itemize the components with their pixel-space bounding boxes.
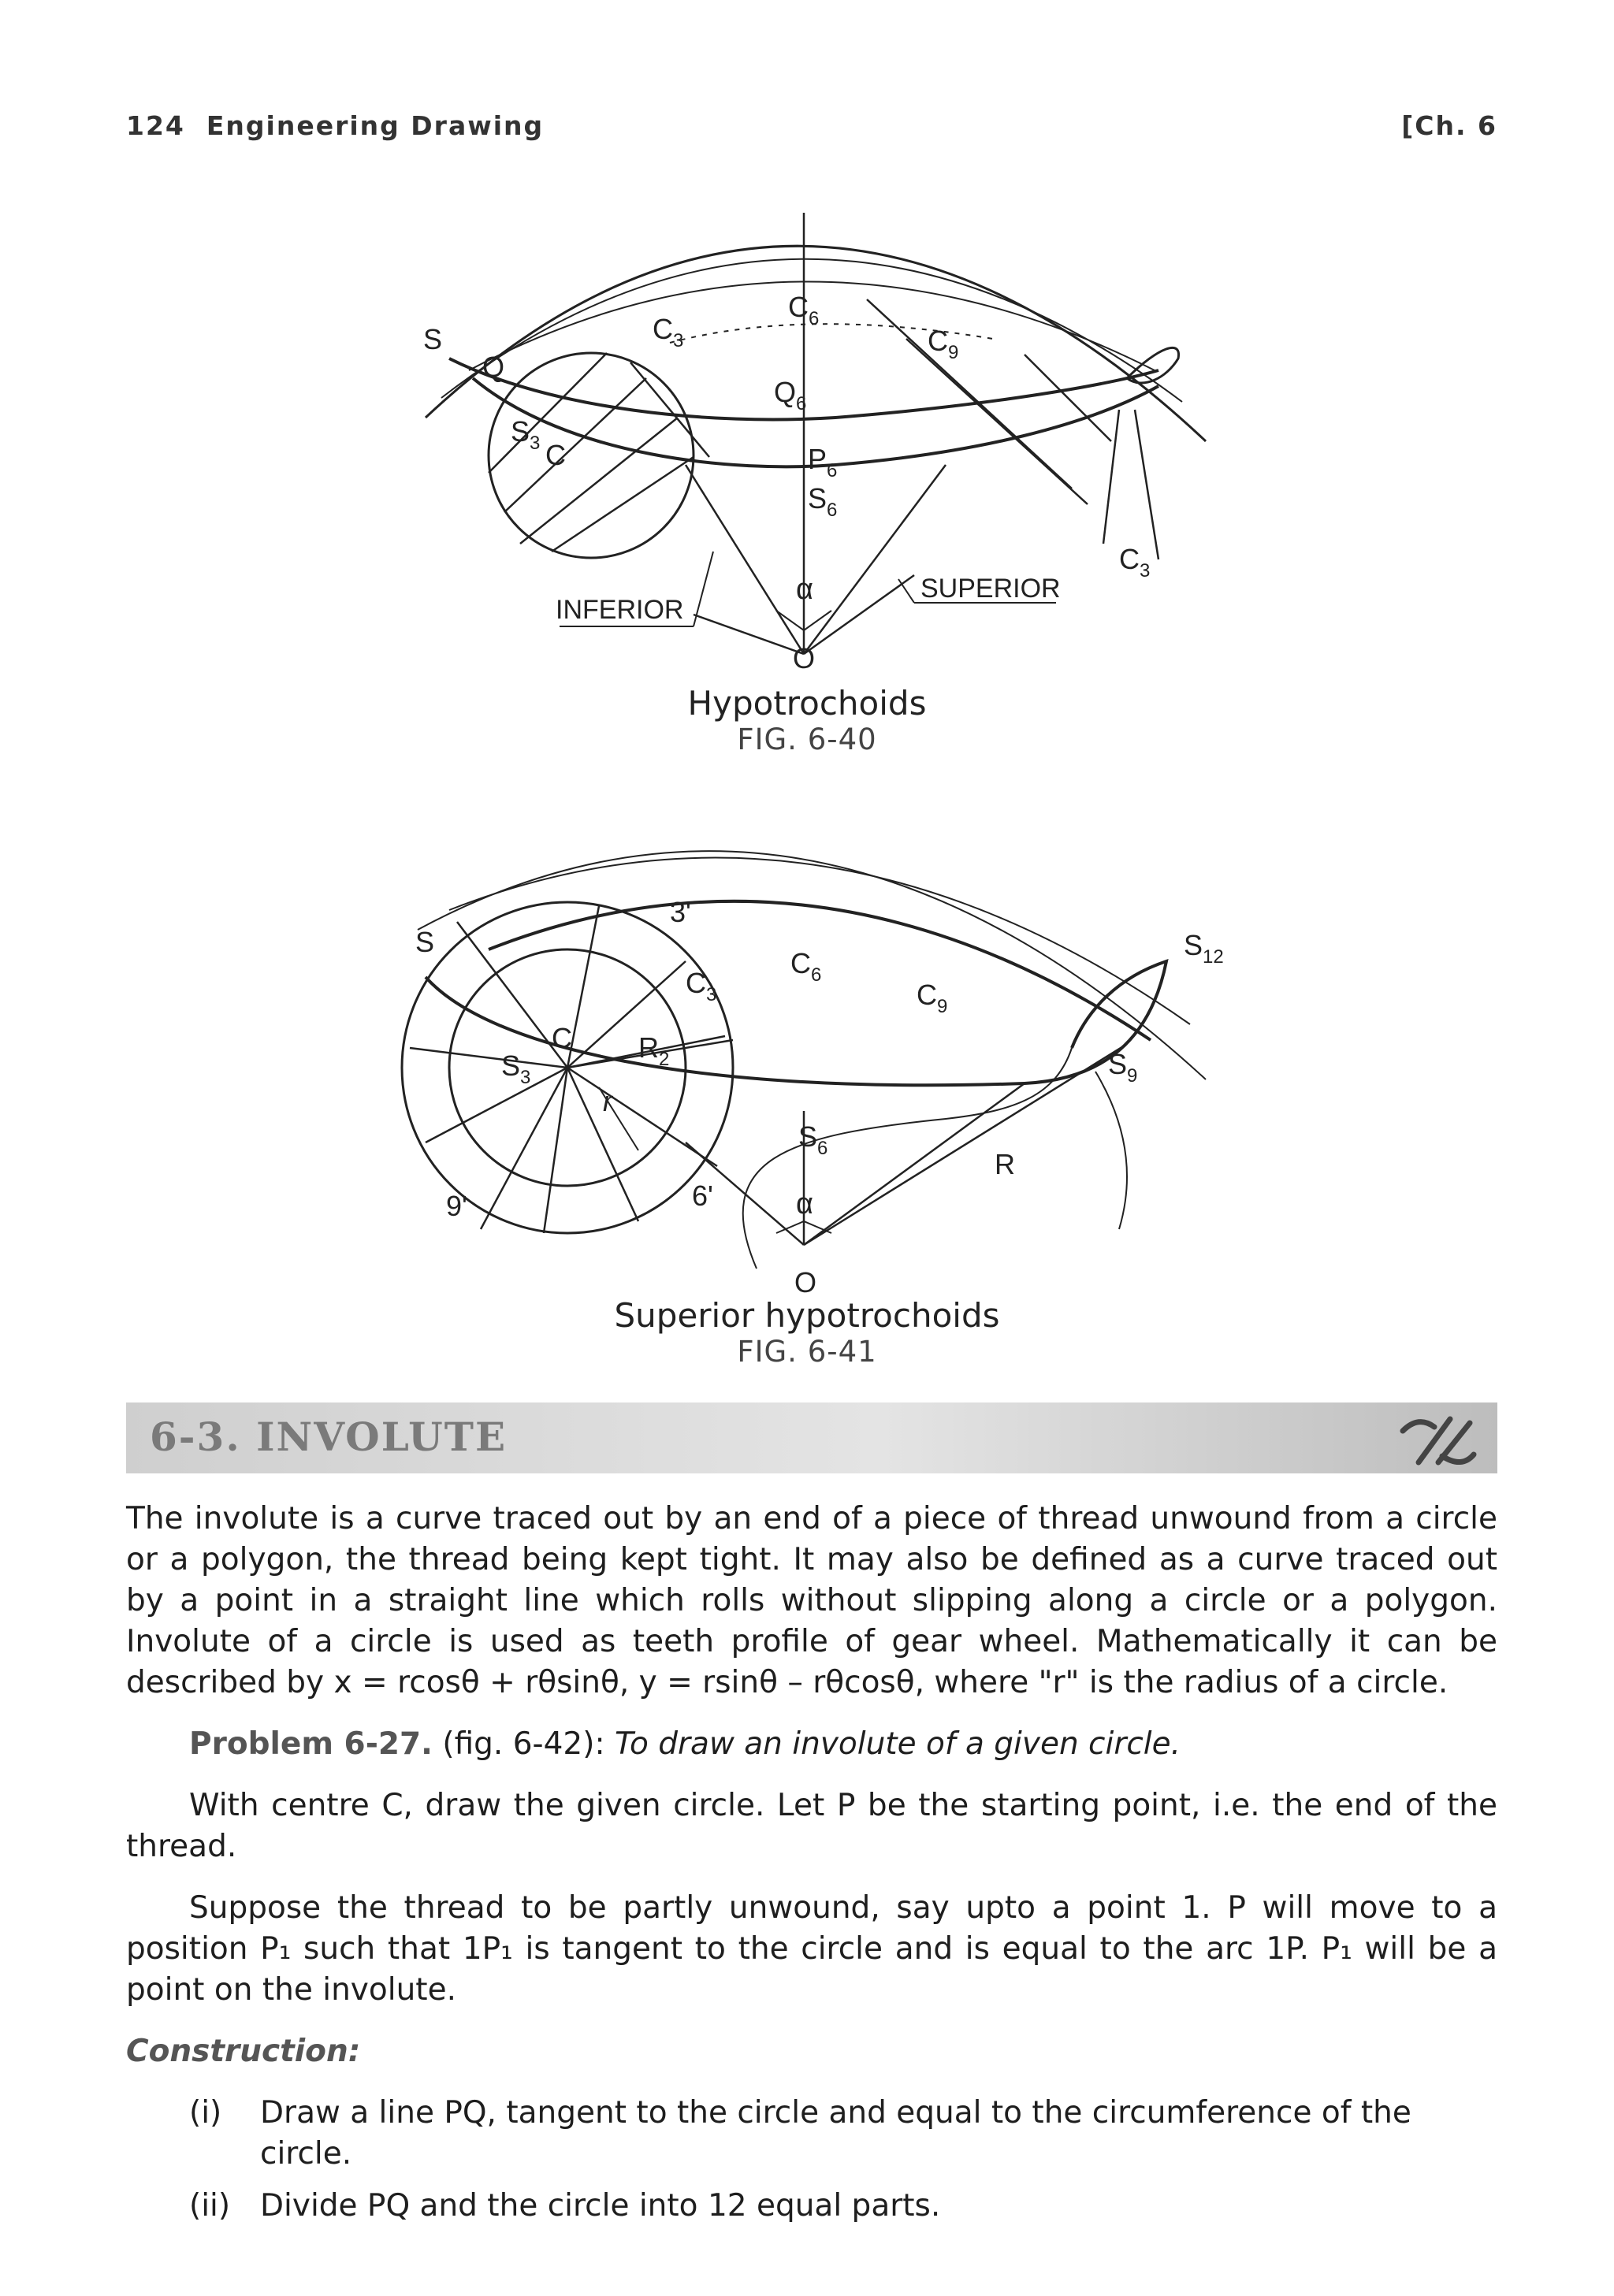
problem-statement: To draw an involute of a given circle. (615, 1726, 1181, 1762)
label-q: Q (482, 351, 505, 383)
label-c3: $C_3$ (686, 967, 717, 1005)
step-text: Draw a line PQ, tangent to the circle and equal to the circumference of the circle. (260, 2095, 1411, 2172)
label-c9: $C_9$ (928, 325, 959, 363)
label-alpha: α (796, 1187, 813, 1220)
section-heading-band (126, 1402, 1497, 1473)
label-superior: SUPERIOR (920, 574, 1061, 604)
figure-6-40-caption (0, 684, 1614, 756)
label-nine-prime: 9' (446, 1190, 467, 1222)
label-inferior: INFERIOR (556, 595, 684, 625)
label-c9: $C_9$ (917, 979, 948, 1017)
label-alpha: α (796, 573, 813, 606)
step-number: (i) (189, 2095, 222, 2131)
label-c6: $C_6$ (790, 947, 822, 986)
chapter-ref: [Ch. 6 (1401, 110, 1497, 141)
section-title: 6-3. INVOLUTE (150, 1414, 508, 1460)
label-c: C (545, 439, 566, 471)
page-number: 124 (126, 110, 185, 141)
label-c6: $C_6$ (788, 291, 820, 329)
label-s9: $S_9$ (1108, 1048, 1138, 1087)
figure-6-40 (0, 0, 1614, 780)
construction-step (126, 2186, 1497, 2227)
label-c: C (552, 1022, 572, 1054)
construction-heading: Construction: (126, 2034, 361, 2069)
figure-6-41 (0, 780, 1614, 1395)
step-text: Divide PQ and the circle into 12 equal parts. (260, 2188, 941, 2224)
problem-ref: (fig. 6-42): (442, 1726, 605, 1762)
label-r-small: r (603, 1085, 612, 1117)
label-r-big: R (995, 1148, 1015, 1180)
label-o: O (794, 1266, 817, 1298)
label-three-prime: 3' (670, 896, 691, 928)
label-s6: $S_6$ (808, 482, 838, 521)
label-c3-right: $C_3$ (1119, 543, 1151, 581)
label-o: O (793, 642, 816, 674)
figure-title: Hypotrochoids (687, 684, 927, 723)
figure-6-41-caption (0, 1296, 1614, 1369)
step-number: (ii) (189, 2188, 231, 2224)
problem-paragraph (126, 1724, 1497, 1765)
label-s12: $S_{12}$ (1184, 929, 1224, 968)
body-text (126, 1499, 1497, 2238)
figure-number: FIG. 6-40 (737, 723, 877, 756)
section-ornament-icon (1395, 1407, 1482, 1469)
label-c3: $C_3$ (653, 313, 684, 351)
book-title: Engineering Drawing (206, 110, 545, 141)
figure-title: Superior hypotrochoids (614, 1296, 1000, 1335)
label-s: S (423, 323, 443, 355)
centre-paragraph: With centre C, draw the given circle. Let P be the starting point, i.e. the end of the thread. (126, 1788, 1497, 1864)
label-q6: $Q_6$ (774, 376, 807, 414)
intro-paragraph: The involute is a curve traced out by an end of a piece of thread unwound from a circle or a polygon, the thread being kept tight. It may also be defined as a curve traced out by a point in a straight line which rolls without slipping along a circle or a polygon. Involute of a circle is used as teeth profile of gear wheel. Mathematically it can be described by x = rcosθ + rθsinθ, y = rsinθ – rθcosθ, where "r" is the radius of a circle. (126, 1501, 1497, 1700)
problem-label: Problem 6-27. (189, 1726, 433, 1762)
label-s: S (415, 926, 435, 958)
label-s3: $S_3$ (501, 1050, 531, 1088)
label-s6: $S_6$ (798, 1120, 828, 1159)
suppose-paragraph: Suppose the thread to be partly unwound, say upto a point 1. P will move to a position P₁ such that 1P₁ is tangent to the circle and is equal to the arc 1P. P₁ will be a point on the involute. (126, 1890, 1497, 2008)
label-s3: $S_3$ (511, 415, 541, 454)
construction-step (126, 2093, 1497, 2175)
hypotrochoid-diagram (0, 0, 1614, 780)
label-p6: $P_6$ (808, 443, 838, 481)
label-six-prime: 6' (692, 1180, 713, 1212)
figure-number: FIG. 6-41 (737, 1335, 877, 1369)
label-r2: $R_2$ (638, 1031, 670, 1070)
